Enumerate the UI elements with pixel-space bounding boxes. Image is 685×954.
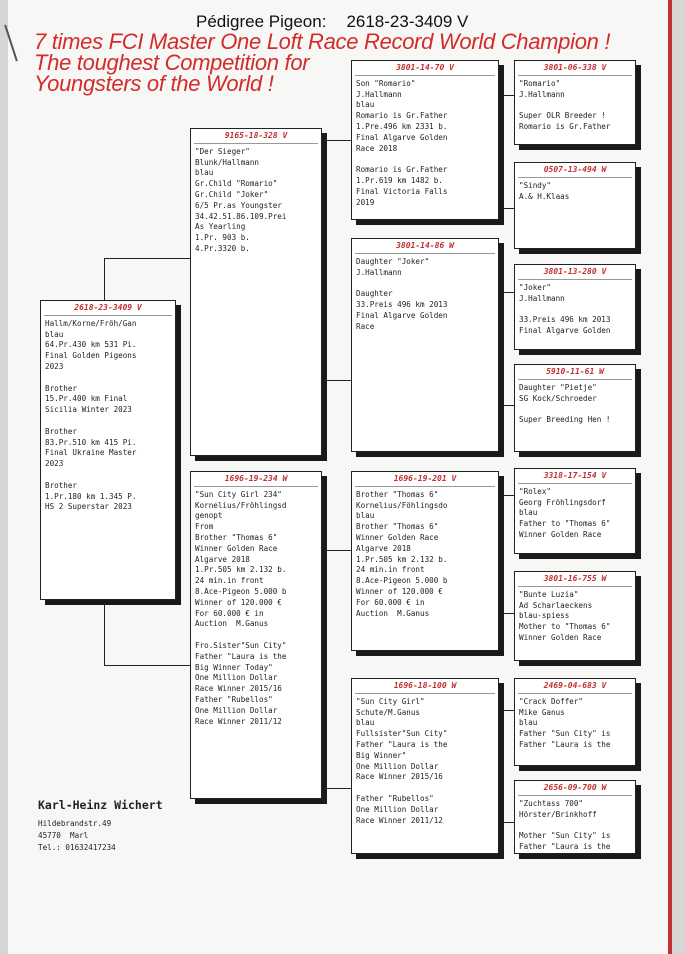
- slogan-line-2: The toughest Competition for: [34, 50, 310, 75]
- ring-number: 3801-14-86 W: [355, 239, 495, 254]
- pigeon-details: "Zuchtass 700" Hörster/Brinkhoff Mother "Sun City" is Father "Laura is the: [519, 798, 611, 851]
- pigeon-details: "Romario" J.Hallmann Super OLR Breeder ! Romario is Gr.Father: [519, 78, 611, 131]
- pigeon-details: Son "Romario" J.Hallmann blau Romario is Gr.Father 1.Pre.496 km 2331 b. Final Algarve Golden Race 2018 Romario is Gr.Father 1.Pr.619 km 1482 b. Final Victoria Falls 2019: [356, 78, 448, 207]
- pigeon-details: "Rolex" Georg Fröhlingsdorf blau Father to "Thomas 6" Winner Golden Race: [519, 486, 611, 539]
- ring-number: 2618-23-3409 V: [44, 301, 172, 316]
- pigeon-card-mmf: [514, 678, 636, 766]
- pigeon-card-fmm: [514, 364, 636, 452]
- breeder-contact: [38, 798, 163, 854]
- pigeon-details: Hallm/Korne/Fröh/Gan blau 64.Pr.430 km 531 Pi. Final Golden Pigeons 2023 Brother 15.Pr.400 km Final Sicilia Winter 2023 Brother 83.Pr.510 km 415 Pi. Final Ukraine Master 2023 Brother 1.Pr.180 km 1.345 P. HS 2 Superstar 2023: [45, 318, 137, 512]
- ring-number: 3801-14-70 V: [355, 61, 495, 76]
- connector-main-mother: [104, 665, 190, 666]
- pigeon-card-mother: [190, 471, 322, 799]
- breeder-city: 45770 Marl: [38, 831, 89, 840]
- pigeon-card-mff: [514, 468, 636, 554]
- pigeon-details: "Sindy" A.& H.Klaas: [519, 180, 570, 201]
- connector-father-fm: [320, 380, 351, 381]
- pigeon-details: Daughter "Joker" J.Hallmann Daughter 33.Preis 496 km 2013 Final Algarve Golden Race: [356, 256, 448, 331]
- ring-number: 2656-09-700 W: [518, 781, 632, 796]
- ring-number: 3801-13-280 V: [518, 265, 632, 280]
- slogan-line-1: 7 times FCI Master One Loft Race Record World Champion !: [34, 29, 611, 54]
- ring-number: 3801-06-338 V: [518, 61, 632, 76]
- pigeon-card-mother-mother: [351, 678, 499, 854]
- ring-number: 5910-11-61 W: [518, 365, 632, 380]
- breeder-phone: Tel.: 01632417234: [38, 843, 116, 852]
- ring-number: 3801-16-755 W: [518, 572, 632, 587]
- connector-main-father: [104, 258, 190, 259]
- pigeon-details: "Sun City Girl 234" Kornelius/Fröhlingsd genopt From Brother "Thomas 6" Winner Golden Race Algarve 2018 1.Pr.505 km 2.132 b. 24 min.in front 8.Ace-Pigeon 5.000 b Winner of 120.000 € For 60.000 € in Auction M.Ganus Fro.Sister"Sun City" Father "Laura is the Big Winner Today" One Million Dollar Race Winner 2015/16 Father "Rubellos" One Million Dollar Race Winner 2011/12: [195, 489, 287, 726]
- title-label: Pédigree Pigeon:: [196, 12, 327, 31]
- pigeon-card-father: [190, 128, 322, 456]
- pigeon-details: "Der Sieger" Blunk/Hallmann blau Gr.Child "Romario" Gr.Child "Joker" 6/5 Pr.as Youngster 34.42.51.86.109.Prei As Yearling 1.Pr. 903 b. 4.Pr.3320 b.: [195, 146, 287, 253]
- pigeon-card-fff: [514, 60, 636, 145]
- connector-ff-fff: [497, 95, 514, 96]
- connector-mother-mf: [320, 550, 351, 551]
- pigeon-card-fmf: [514, 264, 636, 350]
- pigeon-card-main: [40, 300, 176, 600]
- pigeon-card-mfm: [514, 571, 636, 661]
- pigeon-card-father-mother: [351, 238, 499, 452]
- pigeon-card-father-father: [351, 60, 499, 220]
- connector-ff-ffm: [497, 208, 514, 209]
- ring-number: 3318-17-154 V: [518, 469, 632, 484]
- title-pigeon-id: 2618-23-3409 V: [346, 12, 469, 31]
- connector-fm-fmf: [497, 292, 514, 293]
- sheet-red-edge: [668, 0, 672, 954]
- pigeon-card-ffm: [514, 162, 636, 249]
- ring-number: 1696-19-234 W: [194, 472, 318, 487]
- ring-number: 1696-19-201 V: [355, 472, 495, 487]
- connector-mm-mmf: [497, 710, 514, 711]
- ring-number: 0507-13-494 W: [518, 163, 632, 178]
- ring-number: 2469-04-683 V: [518, 679, 632, 694]
- connector-mf-mff: [497, 495, 514, 496]
- pigeon-details: Brother "Thomas 6" Kornelius/Föhlingsdo blau Brother "Thomas 6" Winner Golden Race Algarve 2018 1.Pr.505 km 2.132 b. 24 min.in front 8.Ace-Pigeon 5.000 b Winner of 120.000 € For 60.000 € in Auction M.Ganus: [356, 489, 448, 618]
- pigeon-details: "Crack Doffer" Mike Ganus blau Father "Sun City" is Father "Laura is the: [519, 696, 611, 749]
- breeder-name: Karl-Heinz Wichert: [38, 798, 163, 812]
- pigeon-card-mmm: [514, 780, 636, 854]
- slogan-line-3: Youngsters of the World !: [34, 71, 274, 96]
- breeder-street: Hildebrandstr.49: [38, 819, 112, 828]
- connector-mf-mfm: [497, 613, 514, 614]
- ring-number: 9165-18-328 V: [194, 129, 318, 144]
- pigeon-details: Daughter "Pietje" SG Kock/Schroeder Super Breeding Hen !: [519, 382, 611, 425]
- connector-mm-mmm: [497, 822, 514, 823]
- connector-mother-mm: [320, 788, 351, 789]
- pigeon-details: "Bunte Luzia" Ad Scharlaeckens blau-spiess Mother to "Thomas 6" Winner Golden Race: [519, 589, 611, 642]
- pigeon-card-mother-father: [351, 471, 499, 651]
- ring-number: 1696-18-100 W: [355, 679, 495, 694]
- pigeon-details: "Joker" J.Hallmann 33.Preis 496 km 2013 Final Algarve Golden: [519, 282, 611, 335]
- pigeon-details: "Sun City Girl" Schute/M.Ganus blau Fullsister"Sun City" Father "Laura is the Big Winner" One Million Dollar Race Winner 2015/16 Father "Rubellos" One Million Dollar Race Winner 2011/12: [356, 696, 448, 825]
- connector-fm-fmm: [497, 405, 514, 406]
- connector-father-ff: [320, 140, 351, 141]
